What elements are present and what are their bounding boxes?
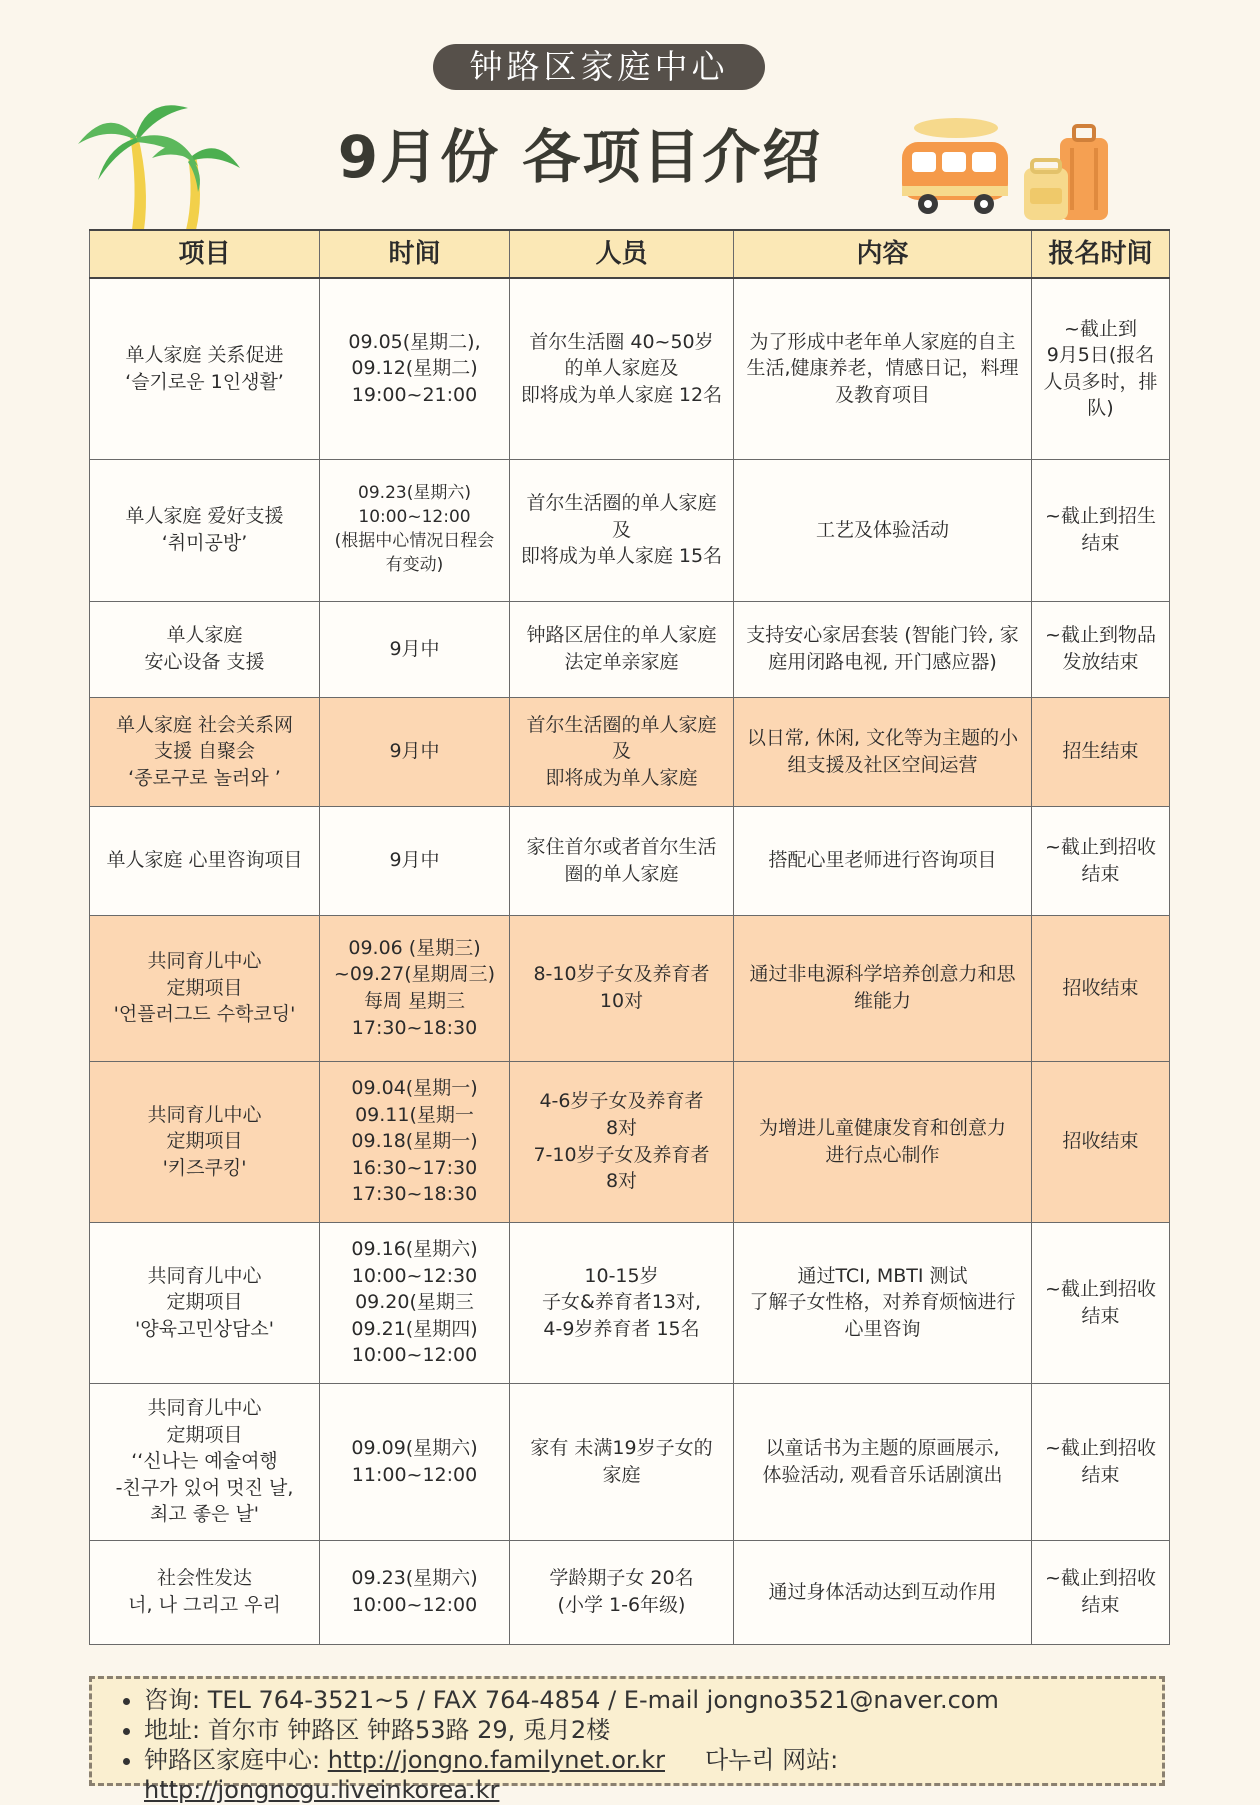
page-title: 9月份 各项目介绍	[337, 123, 823, 191]
cell-signup: 招收结束	[1032, 915, 1170, 1061]
cell-signup: 招收结束	[1032, 1061, 1170, 1222]
cell-content: 为了形成中老年单人家庭的自主 生活,健康养老，情感日记，料理 及教育项目	[734, 278, 1032, 459]
cell-signup: ~截止到招收 结束	[1032, 1540, 1170, 1644]
cell-project: 单人家庭 社会关系网 支援 自聚会 ‘종로구로 놀러와 ’	[90, 697, 320, 806]
cell-time: 09.09(星期六) 11:00~12:00	[320, 1383, 510, 1540]
cell-time: 09.04(星期一) 09.11(星期一 09.18(星期一) 16:30~17:30 17:30~18:30	[320, 1061, 510, 1222]
table-row	[90, 806, 1170, 915]
cell-time: 09.05(星期二), 09.12(星期二) 19:00~21:00	[320, 278, 510, 459]
cell-content: 为增进儿童健康发育和创意力 进行点心制作	[734, 1061, 1032, 1222]
contact-line: • 咨询: TEL 764-3521~5 / FAX 764-4854 / E-mail jongno3521@naver.com	[144, 1685, 1162, 1715]
table-row	[90, 278, 1170, 459]
column-header-time: 时间	[320, 230, 510, 278]
cell-signup: ~截止到招收 结束	[1032, 1222, 1170, 1383]
contact-info-box	[89, 1676, 1165, 1804]
cell-content: 以日常, 休闲, 文化等为主题的小 组支援及社区空间运营	[734, 697, 1032, 806]
cell-signup: ~截止到招生 结束	[1032, 459, 1170, 601]
cell-time: 9月中	[320, 697, 510, 806]
center-site-label: 钟路区家庭中心:	[144, 1746, 328, 1774]
cell-people: 钟路区居住的单人家庭 法定单亲家庭	[510, 601, 734, 697]
column-header-people: 人员	[510, 230, 734, 278]
cell-project: 单人家庭 心里咨询项目	[90, 806, 320, 915]
table-row	[90, 601, 1170, 697]
cell-content: 以童话书为主题的原画展示, 体验活动, 观看音乐话剧演出	[734, 1383, 1032, 1540]
cell-signup: ~截止到 9月5日(报名 人员多时，排 队)	[1032, 278, 1170, 459]
cell-project: 单人家庭 爱好支援 ‘취미공방’	[90, 459, 320, 601]
cell-content: 通过非电源科学培养创意力和思 维能力	[734, 915, 1032, 1061]
van-luggage-icon	[898, 112, 1112, 224]
cell-project: 单人家庭 关系促进 ‘슬기로운 1인생활’	[90, 278, 320, 459]
website-line	[144, 1745, 1162, 1805]
cell-people: 家住首尔或者首尔生活 圈的单人家庭	[510, 806, 734, 915]
portal-site-link[interactable]: http://jongnogu.liveinkorea.kr	[144, 1776, 500, 1804]
table-row	[90, 697, 1170, 806]
program-table	[89, 229, 1170, 1645]
column-header-project: 项目	[90, 230, 320, 278]
cell-content: 工艺及体验活动	[734, 459, 1032, 601]
palm-tree-icon	[78, 96, 248, 230]
cell-signup: ~截止到招收 结束	[1032, 806, 1170, 915]
cell-people: 4-6岁子女及养育者 8对 7-10岁子女及养育者 8对	[510, 1061, 734, 1222]
cell-people: 首尔生活圈 40~50岁 的单人家庭及 即将成为单人家庭 12名	[510, 278, 734, 459]
table-row	[90, 459, 1170, 601]
cell-signup: 招生结束	[1032, 697, 1170, 806]
cell-project: 共同育儿中心 定期项目 '키즈쿠킹'	[90, 1061, 320, 1222]
table-row	[90, 1222, 1170, 1383]
cell-time: 9月中	[320, 601, 510, 697]
center-site-link[interactable]: http://jongno.familynet.or.kr	[327, 1746, 665, 1774]
cell-people: 学龄期子女 20名 (小学 1-6年级)	[510, 1540, 734, 1644]
contact-list	[122, 1685, 1162, 1805]
cell-time: 09.23(星期六) 10:00~12:00	[320, 1540, 510, 1644]
cell-project: 共同育儿中心 定期项目 '언플러그드 수학코딩'	[90, 915, 320, 1061]
cell-time: 09.06 (星期三) ~09.27(星期周三) 每周 星期三 17:30~18:30	[320, 915, 510, 1061]
cell-people: 家有 未满19岁子女的 家庭	[510, 1383, 734, 1540]
cell-content: 支持安心家居套装 (智能门铃, 家 庭用闭路电视, 开门感应器)	[734, 601, 1032, 697]
cell-signup: ~截止到物品 发放结束	[1032, 601, 1170, 697]
cell-project: 社会性发达 너, 나 그리고 우리	[90, 1540, 320, 1644]
cell-people: 首尔生活圈的单人家庭 及 即将成为单人家庭	[510, 697, 734, 806]
cell-content: 通过身体活动达到互动作用	[734, 1540, 1032, 1644]
cell-people: 首尔生活圈的单人家庭 及 即将成为单人家庭 15名	[510, 459, 734, 601]
cell-content: 通过TCI, MBTI 测试 了解子女性格，对养育烦恼进行 心里咨询	[734, 1222, 1032, 1383]
cell-signup: ~截止到招收 结束	[1032, 1383, 1170, 1540]
cell-project: 单人家庭 安心设备 支援	[90, 601, 320, 697]
table-row	[90, 1383, 1170, 1540]
column-header-signup: 报名时间	[1032, 230, 1170, 278]
center-name-badge: 钟路区家庭中心	[433, 44, 765, 90]
portal-site-label: 다누리 网站:	[704, 1746, 839, 1774]
table-row	[90, 1540, 1170, 1644]
cell-project: 共同育儿中心 定期项目 ‘‘신나는 예술여행 -친구가 있어 멋진 날, 최고 좋은 날'	[90, 1383, 320, 1540]
cell-project: 共同育儿中心 定期项目 '양육고민상담소'	[90, 1222, 320, 1383]
cell-time: 9月中	[320, 806, 510, 915]
table-row	[90, 915, 1170, 1061]
cell-time: 09.23(星期六) 10:00~12:00 (根据中心情况日程会 有变动)	[320, 459, 510, 601]
cell-people: 8-10岁子女及养育者 10对	[510, 915, 734, 1061]
cell-time: 09.16(星期六) 10:00~12:30 09.20(星期三 09.21(星期四) 10:00~12:00	[320, 1222, 510, 1383]
column-header-content: 内容	[734, 230, 1032, 278]
address-line: • 地址: 首尔市 钟路区 钟路53路 29, 兎月2楼	[144, 1715, 1162, 1745]
cell-people: 10-15岁 子女&养育者13对, 4-9岁养育者 15名	[510, 1222, 734, 1383]
table-row	[90, 1061, 1170, 1222]
cell-content: 搭配心里老师进行咨询项目	[734, 806, 1032, 915]
table-header-row	[90, 230, 1170, 278]
